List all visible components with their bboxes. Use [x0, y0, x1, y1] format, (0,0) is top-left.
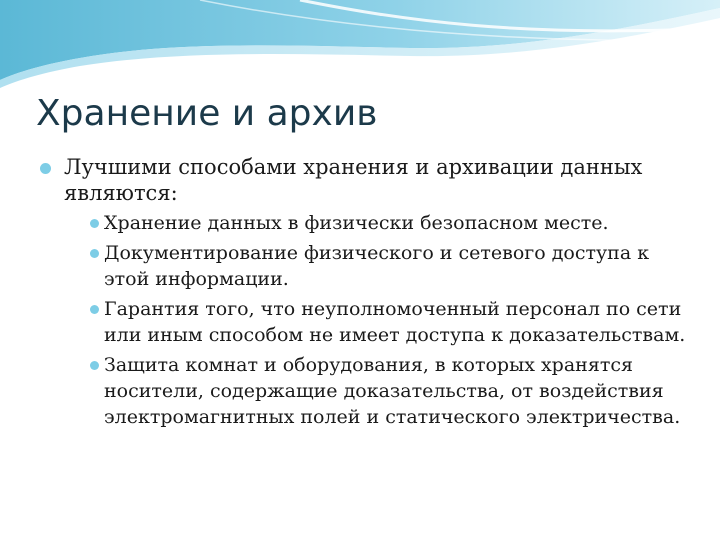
sub-list-item-text: Хранение данных в физически безопасном месте. [104, 212, 609, 234]
sub-list-item [90, 240, 690, 292]
sub-list [64, 210, 690, 430]
list-item-text: Лучшими способами хранения и архивации данных являются: [64, 155, 643, 205]
sub-list-item [90, 352, 690, 430]
sub-list-item [90, 210, 690, 236]
bullet-icon [90, 249, 99, 258]
wave-decoration [0, 0, 720, 90]
sub-list-item [90, 296, 690, 348]
bullet-icon [90, 361, 99, 370]
sub-list-item-text: Гарантия того, что неуполномоченный персонал по сети или иным способом не имеет доступа к доказательствам. [104, 298, 686, 346]
bullet-list [40, 154, 690, 430]
bullet-icon [40, 163, 51, 174]
bullet-icon [90, 219, 99, 228]
slide-content [40, 154, 690, 434]
sub-list-item-text: Защита комнат и оборудования, в которых хранятся носители, содержащие доказательства, от воздействия электромагнитных полей и статического электричества. [104, 354, 681, 428]
sub-list-item-text: Документирование физического и сетевого доступа к этой информации. [104, 242, 650, 290]
slide-title: Хранение и архив [36, 93, 378, 134]
list-item [40, 154, 690, 430]
bullet-icon [90, 305, 99, 314]
